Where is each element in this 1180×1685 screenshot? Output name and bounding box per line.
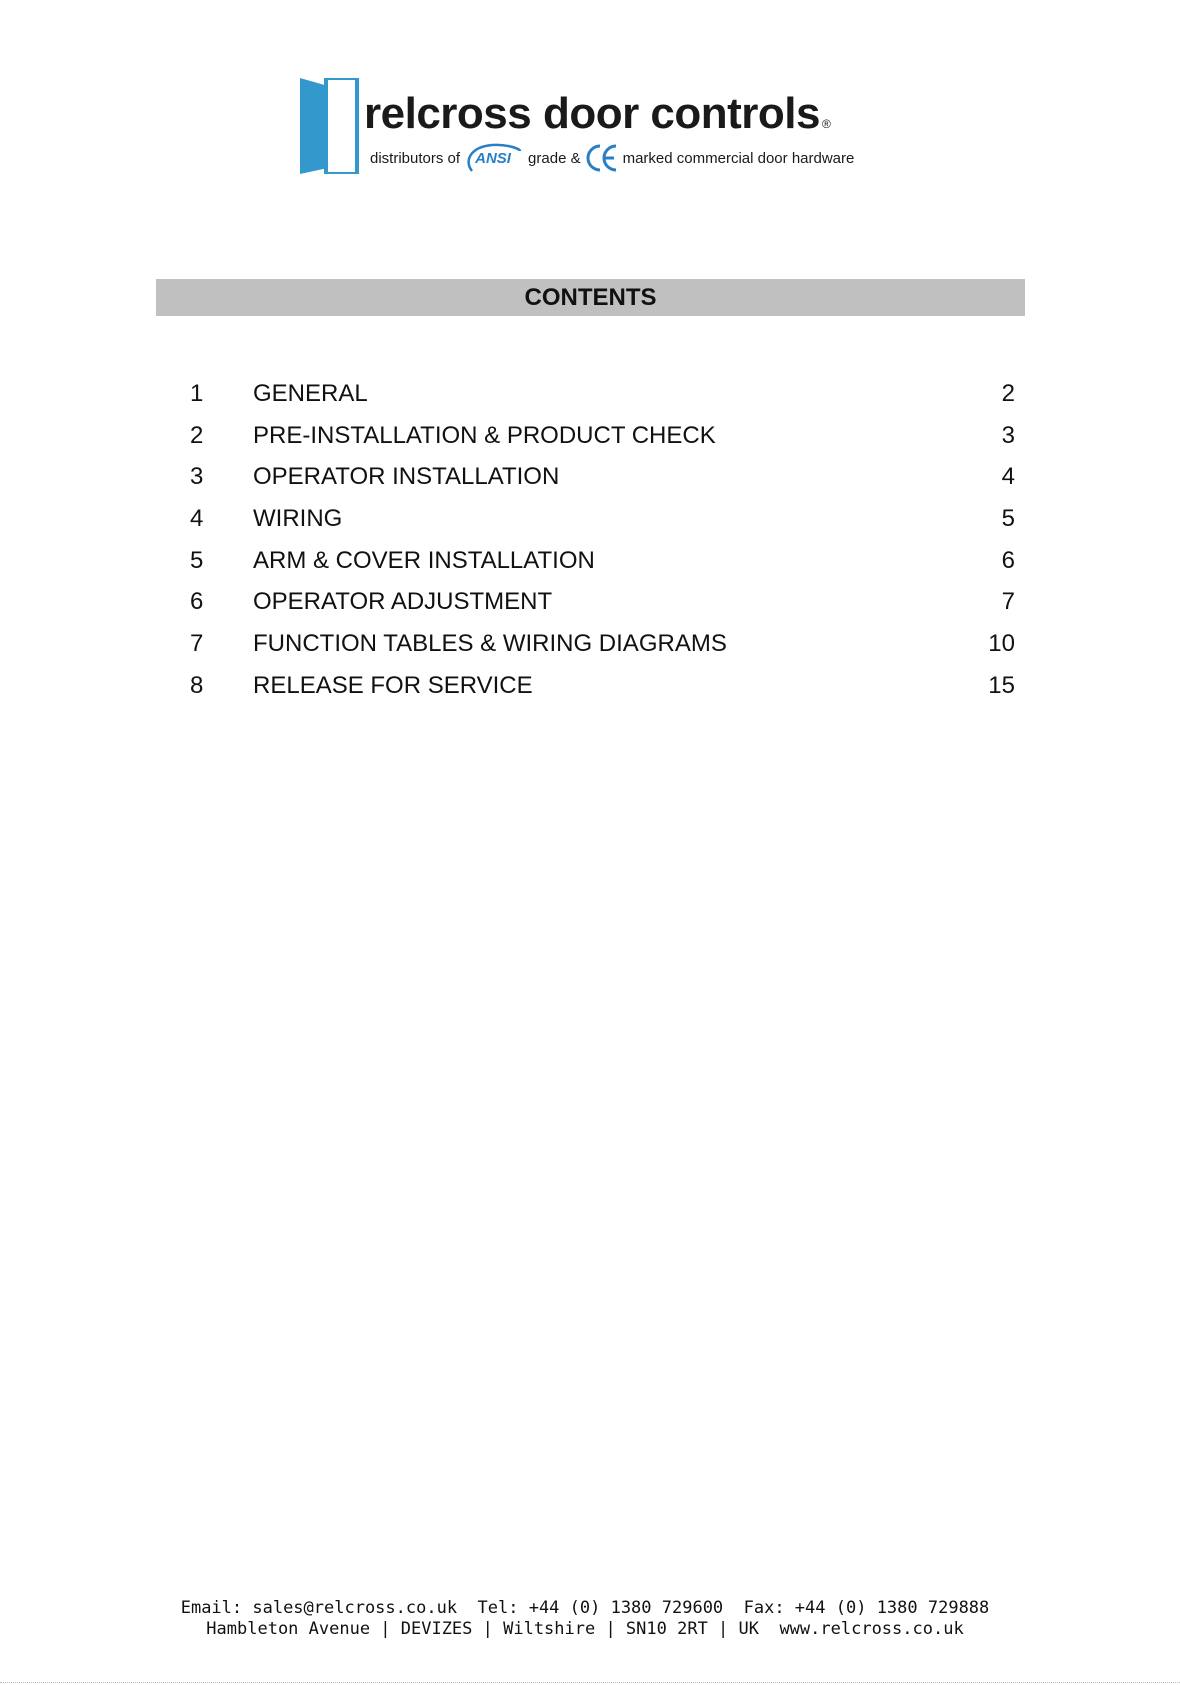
toc-number: 7 xyxy=(190,629,204,657)
toc-page-number: 3 xyxy=(1001,421,1015,449)
toc-number: 5 xyxy=(190,546,204,574)
table-of-contents xyxy=(190,373,1015,707)
toc-number: 2 xyxy=(190,421,204,449)
registered-mark: ® xyxy=(822,117,831,131)
toc-title: WIRING xyxy=(253,504,343,532)
toc-page-number: 6 xyxy=(1001,546,1015,574)
toc-page-number: 15 xyxy=(988,671,1015,699)
ansi-badge xyxy=(464,143,522,173)
toc-number: 6 xyxy=(190,588,204,616)
toc-page-number: 5 xyxy=(1001,504,1015,532)
toc-number: 8 xyxy=(190,671,204,699)
toc-entry[interactable] xyxy=(190,540,1015,582)
toc-title: ARM & COVER INSTALLATION xyxy=(253,546,595,574)
toc-title: RELEASE FOR SERVICE xyxy=(253,671,533,699)
tagline-prefix: distributors of xyxy=(370,149,461,167)
door-icon xyxy=(298,78,360,174)
toc-number: 3 xyxy=(190,463,204,491)
page-bottom-divider xyxy=(0,1682,1180,1683)
page-footer xyxy=(0,1598,1180,1640)
ansi-label: ANSI xyxy=(475,149,511,167)
toc-title: OPERATOR INSTALLATION xyxy=(253,463,560,491)
toc-entry[interactable] xyxy=(190,623,1015,665)
toc-title: OPERATOR ADJUSTMENT xyxy=(253,588,553,616)
toc-entry[interactable] xyxy=(190,456,1015,498)
toc-page-number: 10 xyxy=(988,629,1015,657)
brand-wordmark xyxy=(364,89,831,146)
toc-page-number: 4 xyxy=(1001,463,1015,491)
brand-tagline xyxy=(370,140,854,176)
toc-entry[interactable] xyxy=(190,415,1015,457)
ce-mark-icon xyxy=(585,143,619,173)
company-logo xyxy=(298,78,898,178)
toc-entry[interactable] xyxy=(190,665,1015,707)
footer-address-line: Hambleton Avenue | DEVIZES | Wiltshire | SN10 2RT | UK www.relcross.co.uk xyxy=(206,1619,964,1639)
toc-number: 4 xyxy=(190,504,204,532)
tagline-middle: grade & xyxy=(528,149,581,167)
footer-contact-line: Email: sales@relcross.co.uk Tel: +44 (0) 1380 729600 Fax: +44 (0) 1380 729888 xyxy=(180,1598,990,1618)
brand-name: relcross door controls xyxy=(364,89,821,138)
toc-page-number: 2 xyxy=(1001,379,1015,407)
toc-title: PRE-INSTALLATION & PRODUCT CHECK xyxy=(253,421,716,449)
toc-title: GENERAL xyxy=(253,379,368,407)
toc-entry[interactable] xyxy=(190,373,1015,415)
toc-page-number: 7 xyxy=(1001,588,1015,616)
toc-entry[interactable] xyxy=(190,498,1015,540)
toc-entry[interactable] xyxy=(190,581,1015,623)
tagline-suffix: marked commercial door hardware xyxy=(622,149,855,167)
toc-title: FUNCTION TABLES & WIRING DIAGRAMS xyxy=(253,629,727,657)
toc-number: 1 xyxy=(190,379,204,407)
contents-heading xyxy=(156,279,1025,316)
contents-heading-text: CONTENTS xyxy=(524,283,657,311)
